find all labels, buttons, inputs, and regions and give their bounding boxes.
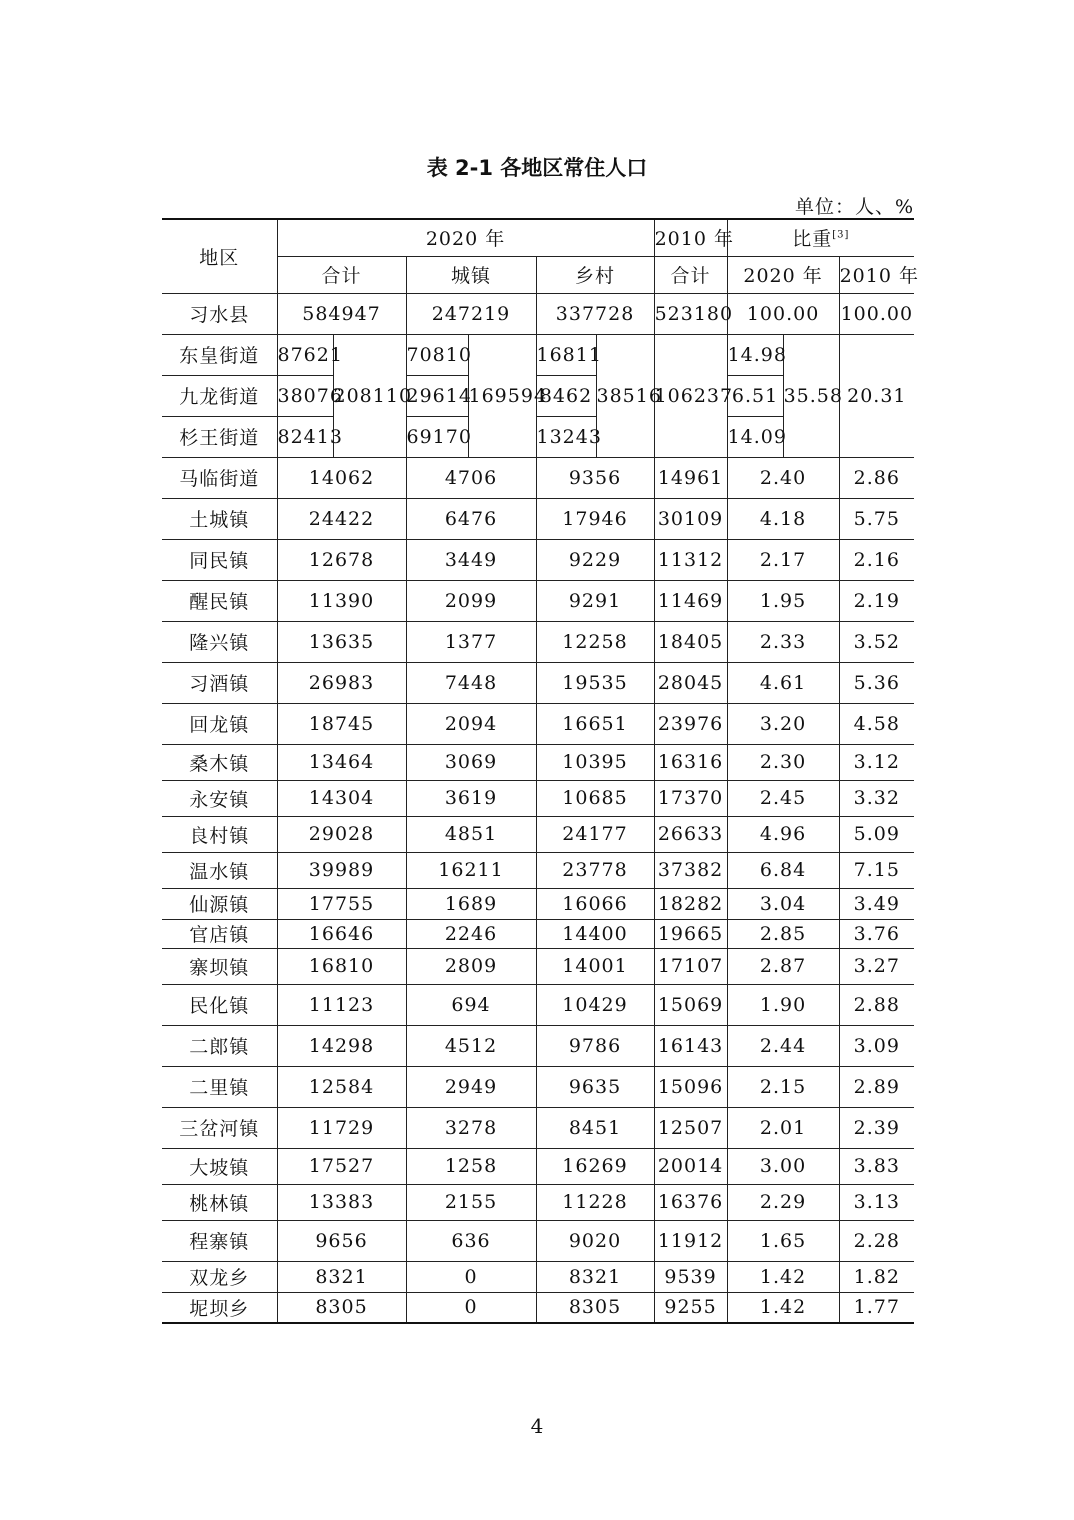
table-row (162, 984, 914, 1025)
urban-2020: 16211 (406, 852, 536, 888)
rural-2020: 8305 (536, 1292, 654, 1323)
share-2010: 5.36 (839, 662, 914, 703)
share-2020: 2.40 (727, 457, 839, 498)
share-2020: 2.30 (727, 744, 839, 780)
region-name: 桃林镇 (162, 1184, 277, 1220)
region-name: 同民镇 (162, 539, 277, 580)
table-row (162, 1184, 914, 1220)
region-name: 隆兴镇 (162, 621, 277, 662)
population-table (162, 218, 919, 1324)
total-2010: 28045 (654, 662, 727, 703)
urban-2020: 70810 (406, 334, 468, 375)
streets-urban-sum: 169594 (468, 334, 536, 457)
rural-2020: 16811 (536, 334, 596, 375)
rural-2020: 8321 (536, 1261, 654, 1292)
share-2010: 2.89 (839, 1066, 914, 1107)
urban-2020: 694 (406, 984, 536, 1025)
header-share (727, 219, 914, 256)
total-2010: 14961 (654, 457, 727, 498)
header-2020: 2020 年 (277, 219, 654, 256)
total-2020: 17755 (277, 888, 406, 919)
table-row (162, 744, 914, 780)
share-2010: 1.82 (839, 1261, 914, 1292)
share-2010: 3.52 (839, 621, 914, 662)
streets-share-2020-sum: 35.58 (783, 334, 839, 457)
share-2020: 4.18 (727, 498, 839, 539)
urban-2020: 2094 (406, 703, 536, 744)
region-name: 永安镇 (162, 780, 277, 816)
urban-2020: 3449 (406, 539, 536, 580)
region-name: 大坡镇 (162, 1148, 277, 1184)
rural-2020: 14400 (536, 919, 654, 948)
share-2020: 3.00 (727, 1148, 839, 1184)
total-2010: 20014 (654, 1148, 727, 1184)
share-2010: 3.83 (839, 1148, 914, 1184)
share-2020: 2.87 (727, 948, 839, 984)
table-row (162, 1220, 914, 1261)
share-2010: 3.09 (839, 1025, 914, 1066)
total-2010: 17107 (654, 948, 727, 984)
rural-2020: 9356 (536, 457, 654, 498)
share-2010: 5.09 (839, 816, 914, 852)
region-name: 三岔河镇 (162, 1107, 277, 1148)
urban-2020: 69170 (406, 416, 468, 457)
region-name: 马临街道 (162, 457, 277, 498)
urban-2020: 4512 (406, 1025, 536, 1066)
urban-2020: 3278 (406, 1107, 536, 1148)
rural-2020: 9786 (536, 1025, 654, 1066)
total-2020: 39989 (277, 852, 406, 888)
share-2010: 3.76 (839, 919, 914, 948)
share-2020: 2.15 (727, 1066, 839, 1107)
urban-2020: 4851 (406, 816, 536, 852)
total-2020: 82413 (277, 416, 333, 457)
share-2020: 1.95 (727, 580, 839, 621)
total-2010: 30109 (654, 498, 727, 539)
table-row (162, 580, 914, 621)
urban-2020: 3069 (406, 744, 536, 780)
region-name: 民化镇 (162, 984, 277, 1025)
total-2020: 13464 (277, 744, 406, 780)
total-2020: 16646 (277, 919, 406, 948)
share-2010: 3.32 (839, 780, 914, 816)
share-2010: 2.19 (839, 580, 914, 621)
total-2020: 29028 (277, 816, 406, 852)
total-2010: 9255 (654, 1292, 727, 1323)
share-2010: 7.15 (839, 852, 914, 888)
total-2010: 11469 (654, 580, 727, 621)
streets-share-2010-sum: 20.31 (839, 334, 914, 457)
share-2020: 100.00 (727, 293, 839, 334)
total-2020: 14298 (277, 1025, 406, 1066)
share-2020: 1.42 (727, 1261, 839, 1292)
table-row (162, 816, 914, 852)
urban-2020: 1689 (406, 888, 536, 919)
total-2010: 18282 (654, 888, 727, 919)
street-row (162, 334, 914, 375)
footnote-marker: [3] (832, 229, 850, 241)
region-name: 土城镇 (162, 498, 277, 539)
urban-2020: 2099 (406, 580, 536, 621)
urban-2020: 4706 (406, 457, 536, 498)
total-2020: 18745 (277, 703, 406, 744)
header-urban: 城镇 (406, 256, 536, 293)
rural-2020: 9291 (536, 580, 654, 621)
table-row (162, 662, 914, 703)
page-number: 4 (530, 1414, 544, 1438)
total-2010: 19665 (654, 919, 727, 948)
share-2020: 2.29 (727, 1184, 839, 1220)
total-2020: 11123 (277, 984, 406, 1025)
total-2020: 16810 (277, 948, 406, 984)
share-2010: 3.49 (839, 888, 914, 919)
urban-2020: 2155 (406, 1184, 536, 1220)
rural-2020: 12258 (536, 621, 654, 662)
share-2010: 5.75 (839, 498, 914, 539)
table-row (162, 1148, 914, 1184)
table-row (162, 539, 914, 580)
table-title: 表 2-1 各地区常住人口 (426, 156, 648, 180)
region-name: 习酒镇 (162, 662, 277, 703)
total-2020: 8305 (277, 1292, 406, 1323)
rural-2020: 16269 (536, 1148, 654, 1184)
share-2020: 6.51 (727, 375, 783, 416)
region-name: 温水镇 (162, 852, 277, 888)
region-name: 二里镇 (162, 1066, 277, 1107)
rural-2020: 24177 (536, 816, 654, 852)
total-2020: 11729 (277, 1107, 406, 1148)
share-2020: 2.85 (727, 919, 839, 948)
table-row (162, 948, 914, 984)
total-2020: 12678 (277, 539, 406, 580)
urban-2020: 2809 (406, 948, 536, 984)
rural-2020: 17946 (536, 498, 654, 539)
total-2010: 12507 (654, 1107, 727, 1148)
share-2020: 3.20 (727, 703, 839, 744)
share-2020: 4.96 (727, 816, 839, 852)
total-2010: 23976 (654, 703, 727, 744)
rural-2020: 337728 (536, 293, 654, 334)
urban-2020: 29614 (406, 375, 468, 416)
table-row (162, 919, 914, 948)
total-2020: 38076 (277, 375, 333, 416)
rural-2020: 9020 (536, 1220, 654, 1261)
share-2010: 4.58 (839, 703, 914, 744)
total-2010: 16376 (654, 1184, 727, 1220)
header-rural: 乡村 (536, 256, 654, 293)
rural-2020: 8462 (536, 375, 596, 416)
table-row (162, 888, 914, 919)
header-share-2010: 2010 年 (839, 256, 914, 293)
share-2020: 6.84 (727, 852, 839, 888)
total-2020: 87621 (277, 334, 333, 375)
total-2010: 16143 (654, 1025, 727, 1066)
total-2010: 26633 (654, 816, 727, 852)
total-2010: 11912 (654, 1220, 727, 1261)
total-2010: 9539 (654, 1261, 727, 1292)
total-2010: 17370 (654, 780, 727, 816)
share-2020: 1.42 (727, 1292, 839, 1323)
total-2020: 8321 (277, 1261, 406, 1292)
total-2020: 13383 (277, 1184, 406, 1220)
unit-label: 单位：人、% (794, 196, 914, 218)
header-share-2020: 2020 年 (727, 256, 839, 293)
town-rows (162, 457, 914, 1323)
share-2010: 3.27 (839, 948, 914, 984)
share-2020: 2.01 (727, 1107, 839, 1148)
region-name: 程寨镇 (162, 1220, 277, 1261)
region-name: 九龙街道 (162, 375, 277, 416)
header-total-2010: 合计 (654, 256, 727, 293)
region-name: 双龙乡 (162, 1261, 277, 1292)
rural-2020: 9229 (536, 539, 654, 580)
region-name: 杉王街道 (162, 416, 277, 457)
header-region: 地区 (162, 219, 277, 293)
share-2020: 14.98 (727, 334, 783, 375)
urban-2020: 636 (406, 1220, 536, 1261)
urban-2020: 1377 (406, 621, 536, 662)
share-2020: 1.65 (727, 1220, 839, 1261)
table-row (162, 852, 914, 888)
urban-2020: 247219 (406, 293, 536, 334)
total-2020: 12584 (277, 1066, 406, 1107)
rural-2020: 16066 (536, 888, 654, 919)
total-2010: 15096 (654, 1066, 727, 1107)
streets-total-2010-sum: 106237 (654, 334, 727, 457)
share-2010: 100.00 (839, 293, 914, 334)
share-2010: 2.88 (839, 984, 914, 1025)
share-2020: 3.04 (727, 888, 839, 919)
region-name: 良村镇 (162, 816, 277, 852)
urban-2020: 7448 (406, 662, 536, 703)
region-name: 桑木镇 (162, 744, 277, 780)
urban-2020: 2246 (406, 919, 536, 948)
share-2010: 2.28 (839, 1220, 914, 1261)
share-2020: 1.90 (727, 984, 839, 1025)
share-2010: 3.13 (839, 1184, 914, 1220)
table-row (162, 1261, 914, 1292)
total-2020: 24422 (277, 498, 406, 539)
header-share-label: 比重 (792, 228, 833, 251)
share-2010: 1.77 (839, 1292, 914, 1323)
urban-2020: 1258 (406, 1148, 536, 1184)
urban-2020: 6476 (406, 498, 536, 539)
region-name: 醒民镇 (162, 580, 277, 621)
table-row (162, 1107, 914, 1148)
region-name: 二郎镇 (162, 1025, 277, 1066)
rural-2020: 13243 (536, 416, 596, 457)
rural-2020: 8451 (536, 1107, 654, 1148)
rural-2020: 10395 (536, 744, 654, 780)
total-2020: 14062 (277, 457, 406, 498)
total-2020: 17527 (277, 1148, 406, 1184)
total-2010: 18405 (654, 621, 727, 662)
rural-2020: 23778 (536, 852, 654, 888)
share-2020: 2.44 (727, 1025, 839, 1066)
total-2020: 11390 (277, 580, 406, 621)
total-2020: 584947 (277, 293, 406, 334)
table-row (162, 1025, 914, 1066)
rural-2020: 10685 (536, 780, 654, 816)
share-2010: 2.16 (839, 539, 914, 580)
rural-2020: 11228 (536, 1184, 654, 1220)
total-2020: 26983 (277, 662, 406, 703)
table-row (162, 1292, 914, 1323)
total-2020: 14304 (277, 780, 406, 816)
region-name: 回龙镇 (162, 703, 277, 744)
rural-2020: 19535 (536, 662, 654, 703)
rural-2020: 10429 (536, 984, 654, 1025)
table-row (162, 703, 914, 744)
total-2010: 37382 (654, 852, 727, 888)
urban-2020: 0 (406, 1292, 536, 1323)
streets-rural-sum: 38516 (596, 334, 654, 457)
region-name: 习水县 (162, 293, 277, 334)
share-2020: 4.61 (727, 662, 839, 703)
table-row (162, 1066, 914, 1107)
rural-2020: 9635 (536, 1066, 654, 1107)
total-2020: 9656 (277, 1220, 406, 1261)
total-2020: 13635 (277, 621, 406, 662)
region-name: 仙源镇 (162, 888, 277, 919)
header-total-2020: 合计 (277, 256, 406, 293)
rural-2020: 16651 (536, 703, 654, 744)
share-2020: 2.33 (727, 621, 839, 662)
share-2020: 2.45 (727, 780, 839, 816)
total-2010: 16316 (654, 744, 727, 780)
total-2010: 11312 (654, 539, 727, 580)
region-name: 官店镇 (162, 919, 277, 948)
header-2010: 2010 年 (654, 219, 727, 256)
share-2020: 2.17 (727, 539, 839, 580)
table-row (162, 457, 914, 498)
rural-2020: 14001 (536, 948, 654, 984)
region-name: 寨坝镇 (162, 948, 277, 984)
streets-total-sum: 208110 (333, 334, 406, 457)
county-row (162, 293, 914, 334)
share-2010: 2.39 (839, 1107, 914, 1148)
region-name: 坭坝乡 (162, 1292, 277, 1323)
total-2010: 15069 (654, 984, 727, 1025)
urban-2020: 3619 (406, 780, 536, 816)
table-row (162, 498, 914, 539)
share-2010: 3.12 (839, 744, 914, 780)
urban-2020: 0 (406, 1261, 536, 1292)
table-row (162, 780, 914, 816)
share-2020: 14.09 (727, 416, 783, 457)
region-name: 东皇街道 (162, 334, 277, 375)
urban-2020: 2949 (406, 1066, 536, 1107)
total-2010: 523180 (654, 293, 727, 334)
share-2010: 2.86 (839, 457, 914, 498)
table-row (162, 621, 914, 662)
